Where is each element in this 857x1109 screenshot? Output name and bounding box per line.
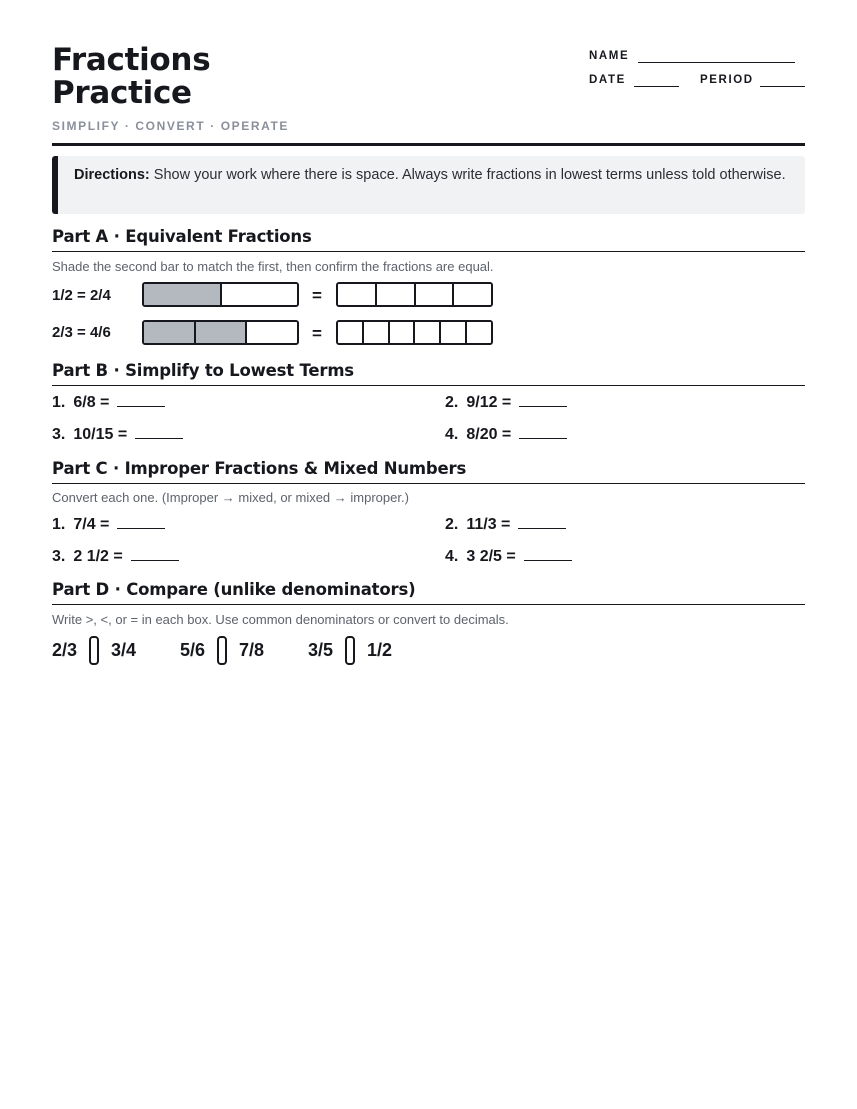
- equals-sign-1: =: [312, 286, 322, 305]
- comparison-3: [308, 636, 392, 665]
- fraction-bar-1-first: [142, 282, 299, 307]
- worksheet-subtitle: SIMPLIFY · CONVERT · OPERATE: [52, 119, 290, 133]
- simplify-problem-3: [52, 426, 183, 444]
- directions-box: [52, 156, 805, 214]
- part-a-instruction: Shade the second bar to match the first, then confirm the fractions are equal.: [52, 259, 494, 274]
- comparison-right: 7/8: [239, 640, 265, 660]
- shaded-bar-segment: [144, 284, 222, 305]
- comparison-answer-box[interactable]: [345, 636, 355, 665]
- fraction-bar-2-second[interactable]: [336, 320, 493, 345]
- shaded-bar-segment: [144, 322, 196, 343]
- part-b-title: Part B · Simplify to Lowest Terms: [52, 361, 354, 380]
- date-label: DATE: [589, 74, 626, 86]
- header-divider: [52, 143, 805, 146]
- comparison-2: [180, 636, 264, 665]
- bar-segment[interactable]: [338, 322, 364, 343]
- problem-text: 8/20 =: [466, 426, 512, 443]
- part-c-instruction: Convert each one. (Improper → mixed, or mixed → improper.): [52, 490, 409, 505]
- bar-segment: [222, 284, 298, 305]
- answer-blank[interactable]: [131, 560, 179, 561]
- convert-problem-2: [445, 516, 566, 534]
- part-d-instruction: Write >, <, or = in each box. Use common denominators or convert to decimals.: [52, 612, 509, 627]
- title-line-2: Practice: [52, 75, 192, 111]
- part-b-divider: [52, 385, 805, 386]
- problem-number: 4.: [445, 426, 459, 443]
- convert-problem-3: [52, 548, 179, 566]
- problem-number: 1.: [52, 516, 66, 533]
- part-d-divider: [52, 604, 805, 605]
- answer-blank[interactable]: [117, 528, 165, 529]
- answer-blank[interactable]: [519, 406, 567, 407]
- directions-body: Show your work where there is space. Always write fractions in lowest terms unless told otherwise.: [153, 167, 786, 183]
- bar-segment[interactable]: [441, 322, 467, 343]
- comparison-left: 2/3: [52, 640, 78, 660]
- bar-segment[interactable]: [377, 284, 416, 305]
- bar-segment[interactable]: [390, 322, 416, 343]
- title-line-1: Fractions: [52, 42, 211, 78]
- shaded-bar-segment: [196, 322, 248, 343]
- problem-number: 2.: [445, 516, 459, 533]
- bar-segment[interactable]: [338, 284, 377, 305]
- bar-segment[interactable]: [416, 284, 455, 305]
- problem-text: 9/12 =: [466, 394, 512, 411]
- answer-blank[interactable]: [524, 560, 572, 561]
- equivalence-label-1: 1/2 = 2/4: [52, 287, 111, 304]
- part-a-divider: [52, 251, 805, 252]
- comparison-answer-box[interactable]: [217, 636, 227, 665]
- problem-text: 11/3 =: [466, 516, 511, 533]
- bar-segment: [247, 322, 297, 343]
- simplify-problem-1: [52, 394, 165, 412]
- bar-segment[interactable]: [467, 322, 491, 343]
- comparison-1: [52, 636, 136, 665]
- answer-blank[interactable]: [135, 438, 183, 439]
- part-d-title: Part D · Compare (unlike denominators): [52, 580, 416, 599]
- comparison-right: 1/2: [367, 640, 393, 660]
- period-label: PERIOD: [700, 74, 754, 86]
- problem-number: 3.: [52, 548, 66, 565]
- problem-text: 10/15 =: [73, 426, 128, 443]
- answer-blank[interactable]: [518, 528, 566, 529]
- problem-number: 3.: [52, 426, 66, 443]
- convert-problem-4: [445, 548, 572, 566]
- part-c-title: Part C · Improper Fractions & Mixed Numbers: [52, 459, 467, 478]
- fraction-bar-1-second[interactable]: [336, 282, 493, 307]
- bar-segment[interactable]: [364, 322, 390, 343]
- fraction-bar-2-first: [142, 320, 299, 345]
- simplify-problem-4: [445, 426, 567, 444]
- bar-segment[interactable]: [415, 322, 441, 343]
- period-blank[interactable]: [760, 86, 805, 87]
- convert-problem-1: [52, 516, 165, 534]
- problem-number: 2.: [445, 394, 459, 411]
- part-c-divider: [52, 483, 805, 484]
- problem-text: 3 2/5 =: [466, 548, 516, 565]
- equivalence-label-2: 2/3 = 4/6: [52, 324, 111, 341]
- part-a-title: Part A · Equivalent Fractions: [52, 227, 312, 246]
- problem-number: 4.: [445, 548, 459, 565]
- directions-text: [74, 166, 792, 185]
- problem-text: 7/4 =: [73, 516, 110, 533]
- date-blank[interactable]: [634, 86, 679, 87]
- answer-blank[interactable]: [519, 438, 567, 439]
- directions-label: Directions:: [74, 167, 150, 183]
- answer-blank[interactable]: [117, 406, 165, 407]
- bar-segment[interactable]: [454, 284, 491, 305]
- name-blank[interactable]: [638, 62, 795, 63]
- worksheet-title: [52, 44, 210, 110]
- equals-sign-2: =: [312, 324, 322, 343]
- comparison-right: 3/4: [111, 640, 137, 660]
- problem-number: 1.: [52, 394, 66, 411]
- problem-text: 2 1/2 =: [73, 548, 123, 565]
- simplify-problem-2: [445, 394, 567, 412]
- problem-text: 6/8 =: [73, 394, 110, 411]
- comparison-left: 5/6: [180, 640, 206, 660]
- name-label: NAME: [589, 50, 630, 62]
- comparison-answer-box[interactable]: [89, 636, 99, 665]
- comparison-left: 3/5: [308, 640, 334, 660]
